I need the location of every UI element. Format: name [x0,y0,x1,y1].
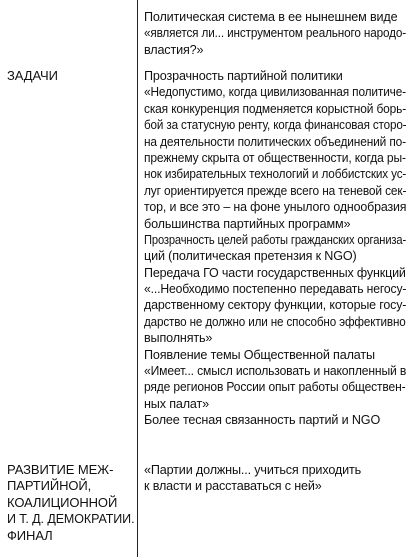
content-line: на деятельности политических объединений по- [144,134,406,149]
content-line: ций (политическая претензия к NGO) [144,249,357,264]
content-line: тор, и все это – на фоне унылого однообразия [144,200,407,215]
row-content [144,9,406,58]
row-content [144,462,406,495]
content-line: «Недопустимо, когда цивилизованная политиче- [144,85,406,100]
content-line: Передача ГО части государственных функций [144,265,406,280]
row-label [7,68,135,84]
content-line: луг ориентируется прежде всего на теневой сек- [144,183,407,198]
content-line: большинства партийных программ» [144,216,351,231]
content-line: дарство не должно или не способно эффективно [144,314,406,329]
content-line: ных палат» [144,396,209,411]
label-line: КОАЛИЦИОННОЙ [7,494,118,510]
content-line: Прозрачность партийной политики [144,69,343,83]
content-line: нок избирательных технологий и лоббистских ус- [144,167,407,182]
content-line: ряде регионов России опыт работы обществен- [144,380,406,395]
label-line: ПАРТИЙНОЙ, [7,478,92,494]
content-line: ская конкуренция подменяется корыстной борь- [144,101,407,116]
content-line: властия?» [144,42,204,57]
content-line: «...Необходимо постепенно передавать негосу- [144,282,407,297]
label-line: ФИНАЛ [7,527,53,543]
content-line: к власти и расставаться с ней» [144,479,322,494]
content-line: выполнять» [144,331,213,346]
content-line: Появление темы Общественной палаты [144,347,375,362]
content-line: дарственному сектору функции, которые госу- [144,298,407,313]
content-line: Более тесная связанность партий и NGO [144,413,381,428]
row-label [7,462,135,544]
label-line: ЗАДАЧИ [7,68,58,83]
column-divider [137,0,138,557]
content-line: «является ли... инструментом реального народо- [144,26,407,41]
content-line: бой за статусную ренту, когда финансовая сторо- [144,118,407,133]
row-content [144,68,406,429]
content-line: «Имеет... смысл использовать и накопленный в [144,364,407,379]
content-line: прежнему скрыта от общественности, когда ры- [144,150,406,165]
content-line: «Партии должны... учиться приходить [144,463,362,477]
content-line: Прозрачность целей работы гражданских организа- [144,232,407,247]
content-line: Политическая система в ее нынешнем виде [144,10,398,24]
label-line: И Т. Д. ДЕМОКРАТИИ. [7,511,135,527]
label-line: РАЗВИТИЕ МЕЖ- [7,462,114,477]
